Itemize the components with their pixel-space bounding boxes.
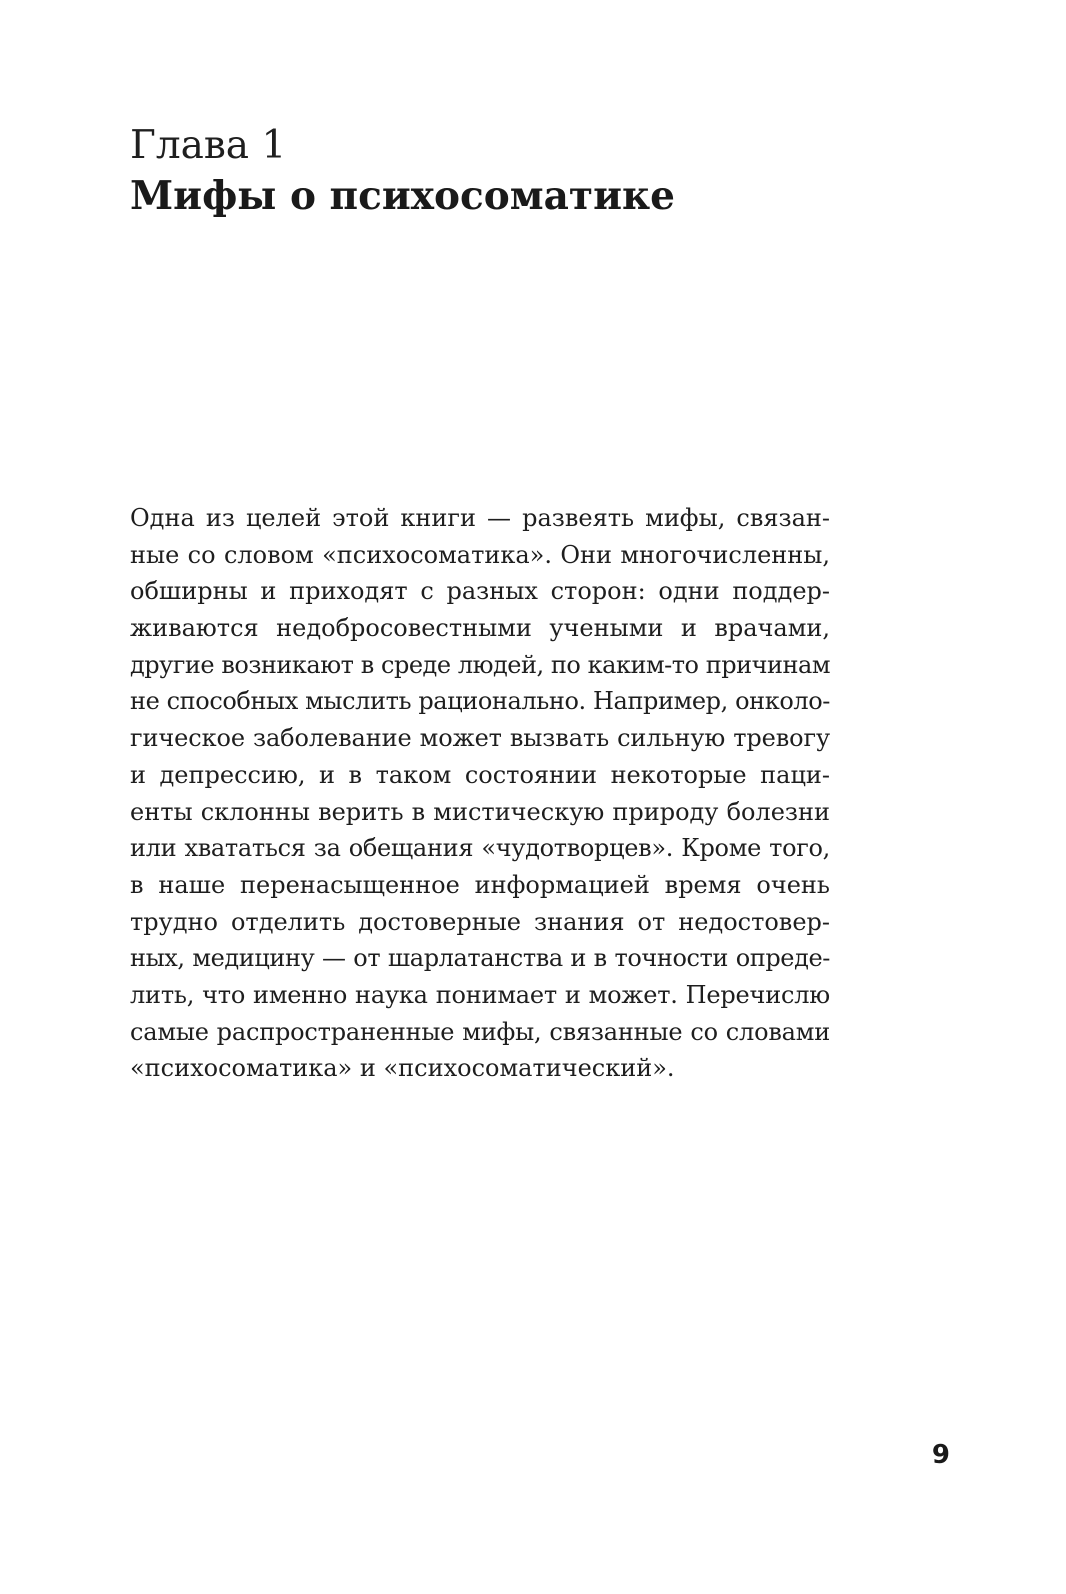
text-line: в наше перенасыщенное информацией время очень [130, 870, 830, 899]
text-line: самые распространенные мифы, связанные со словами [130, 1017, 830, 1046]
text-line: енты склонны верить в мистическую природу болезни [130, 797, 830, 826]
body-paragraph [130, 500, 830, 1087]
text-line: живаются недобросовестными учеными и врачами, [130, 614, 830, 643]
text-line: не способных мыслить рационально. Например, онколо- [130, 687, 830, 716]
text-line: и депрессию, и в таком состоянии некоторые паци- [130, 760, 830, 789]
text-line: Одна из целей этой книги — развеять мифы, связан- [130, 504, 830, 532]
chapter-title: Мифы о психосоматике [130, 173, 675, 219]
text-line: ных, медицину — от шарлатанства и в точности опреде- [130, 944, 830, 973]
text-line: гическое заболевание может вызвать сильную тревогу [130, 724, 830, 753]
text-line: другие возникают в среде людей, по каким-то причинам [130, 650, 830, 679]
text-line: ные со словом «психосоматика». Они многочисленны, [130, 540, 830, 569]
text-line: обширны и приходят с разных сторон: одни поддер- [130, 577, 830, 606]
text-line: трудно отделить достоверные знания от недостовер- [130, 907, 830, 936]
text-line: или хвататься за обещания «чудотворцев». Кроме того, [130, 834, 830, 863]
chapter-label: Глава 1 [130, 123, 287, 168]
page-number: 9 [931, 1440, 950, 1470]
text-line: «психосоматика» и «психосоматический». [130, 1054, 675, 1083]
text-line: лить, что именно наука понимает и может. Перечислю [130, 980, 830, 1009]
